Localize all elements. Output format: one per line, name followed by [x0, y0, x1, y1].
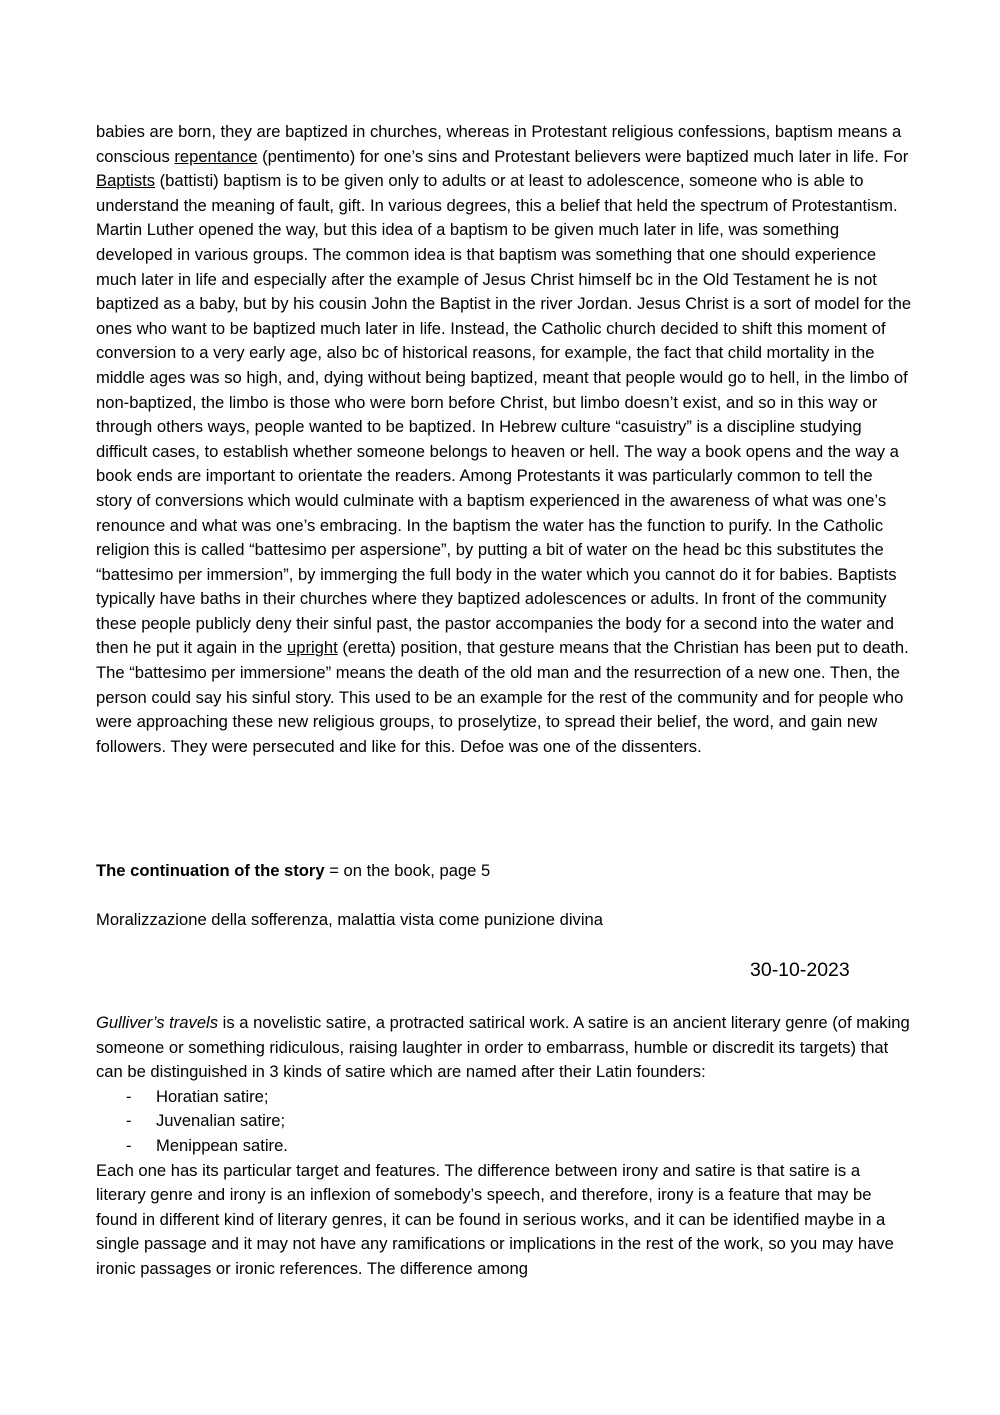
list-dash: - — [126, 1086, 132, 1106]
satire-section — [96, 1011, 912, 1282]
underlined-term-upright: upright — [286, 638, 338, 658]
baptism-paragraph — [96, 120, 912, 759]
list-item — [96, 1134, 912, 1159]
list-dash: - — [126, 1111, 132, 1131]
list-item — [96, 1085, 912, 1110]
paragraph-text-1: babies are born, they are baptized in churches, whereas in Protestant religious confessions, baptism means a conscious — [96, 122, 902, 166]
continuation-heading: The continuation of the story — [96, 861, 325, 880]
lecture-date: 30-10-2023 — [750, 959, 850, 981]
continuation-reference: = on the book, page 5 — [324, 861, 491, 880]
satire-intro-text: is a novelistic satire, a protracted satirical work. A satire is an ancient literary genre (of making someone or something ridiculous, raising laughter in order to embarrass, humble or discredit its targets) that can be distinguished in 3 kinds of satire which are named after their Latin founders: — [96, 1013, 910, 1082]
list-dash: - — [126, 1135, 132, 1155]
list-item — [96, 1109, 912, 1134]
paragraph-text-2: (pentimento) for one’s sins and Protestant believers were baptized much later in life. For — [257, 146, 909, 166]
italian-note-text: Moralizzazione della sofferenza, malattia vista come punizione divina — [96, 910, 603, 929]
italian-note — [96, 908, 912, 933]
underlined-term-baptists: Baptists — [96, 171, 156, 191]
satire-kinds-list — [96, 1085, 912, 1159]
irony-satire-paragraph: Each one has its particular target and features. The difference between irony and satire is that satire is a literary genre and irony is an inflexion of somebody’s speech, and therefore, irony is a feature that may be found in different kind of literary genres, it can be found in serious works, and it can be identified maybe in a single passage and it may not have any ramifications or implications in the rest of the work, so you may have ironic passages or ironic references. The difference among — [96, 1160, 894, 1278]
underlined-term-repentance: repentance — [174, 146, 258, 166]
paragraph-text-4: (eretta) position, that gesture means that the Christian has been put to death. The “battesimo per immersione” means the death of the old man and the resurrection of a new one. Then, the person could say his sinful story. This used to be an example for the rest of the community and for people who were approaching these new religious groups, to proselytize, to spread their belief, the word, and gain new followers. They were persecuted and like for this. Defoe was one of the dissenters. — [96, 638, 909, 756]
book-title-gullivers-travels: Gulliver’s travels — [96, 1013, 219, 1032]
continuation-line — [96, 859, 912, 884]
paragraph-text-3: (battisti) baptism is to be given only to adults or at least to adolescence, someone who is able to understand the meaning of fault, gift. In various degrees, this a belief that held the spectrum of Protestantism. Martin Luther opened the way, but this idea of a baptism to be given much later in life, was something developed in various groups. The common idea is that baptism was something that one should experience much later in life and especially after the example of Jesus Christ himself bc in the Old Testament he is not baptized as a baby, but by his cousin John the Baptist in the river Jordan. Jesus Christ is a sort of model for the ones who want to be baptized much later in life. Instead, the Catholic church decided to shift this moment of conversion to a very early age, also bc of historical reasons, for example, the fact that child mortality in the middle ages was so high, and, dying without being baptized, meant that people would go to hell, in the limbo of non-baptized, the limbo is those who were born before Christ, but limbo doesn’t exist, and so in this way or through others ways, people wanted to be baptized. In Hebrew culture “casuistry” is a discipline studying difficult cases, to establish whether someone belongs to heaven or hell. The way a book opens and the way a book ends are important to orientate the readers. Among Protestants it was particularly common to tell the story of conversions which would culminate with a baptism experienced in the awareness of what was one’s renounce and what was one’s embracing. In the baptism the water has the function to purify. In the Catholic religion this is called “battesimo per aspersione”, by putting a bit of water on the head bc this substitutes the “battesimo per immersion”, by immerging the full body in the water which you cannot do it for babies. Baptists typically have baths in their churches where they baptized adolescences or adults. In front of the community these people publicly deny their sinful past, the pastor accompanies the body for a second into the water and then he put it again in the — [96, 171, 912, 658]
list-item-text: Horatian satire; — [156, 1086, 269, 1106]
list-item-text: Juvenalian satire; — [156, 1111, 286, 1131]
list-item-text: Menippean satire. — [156, 1135, 288, 1155]
